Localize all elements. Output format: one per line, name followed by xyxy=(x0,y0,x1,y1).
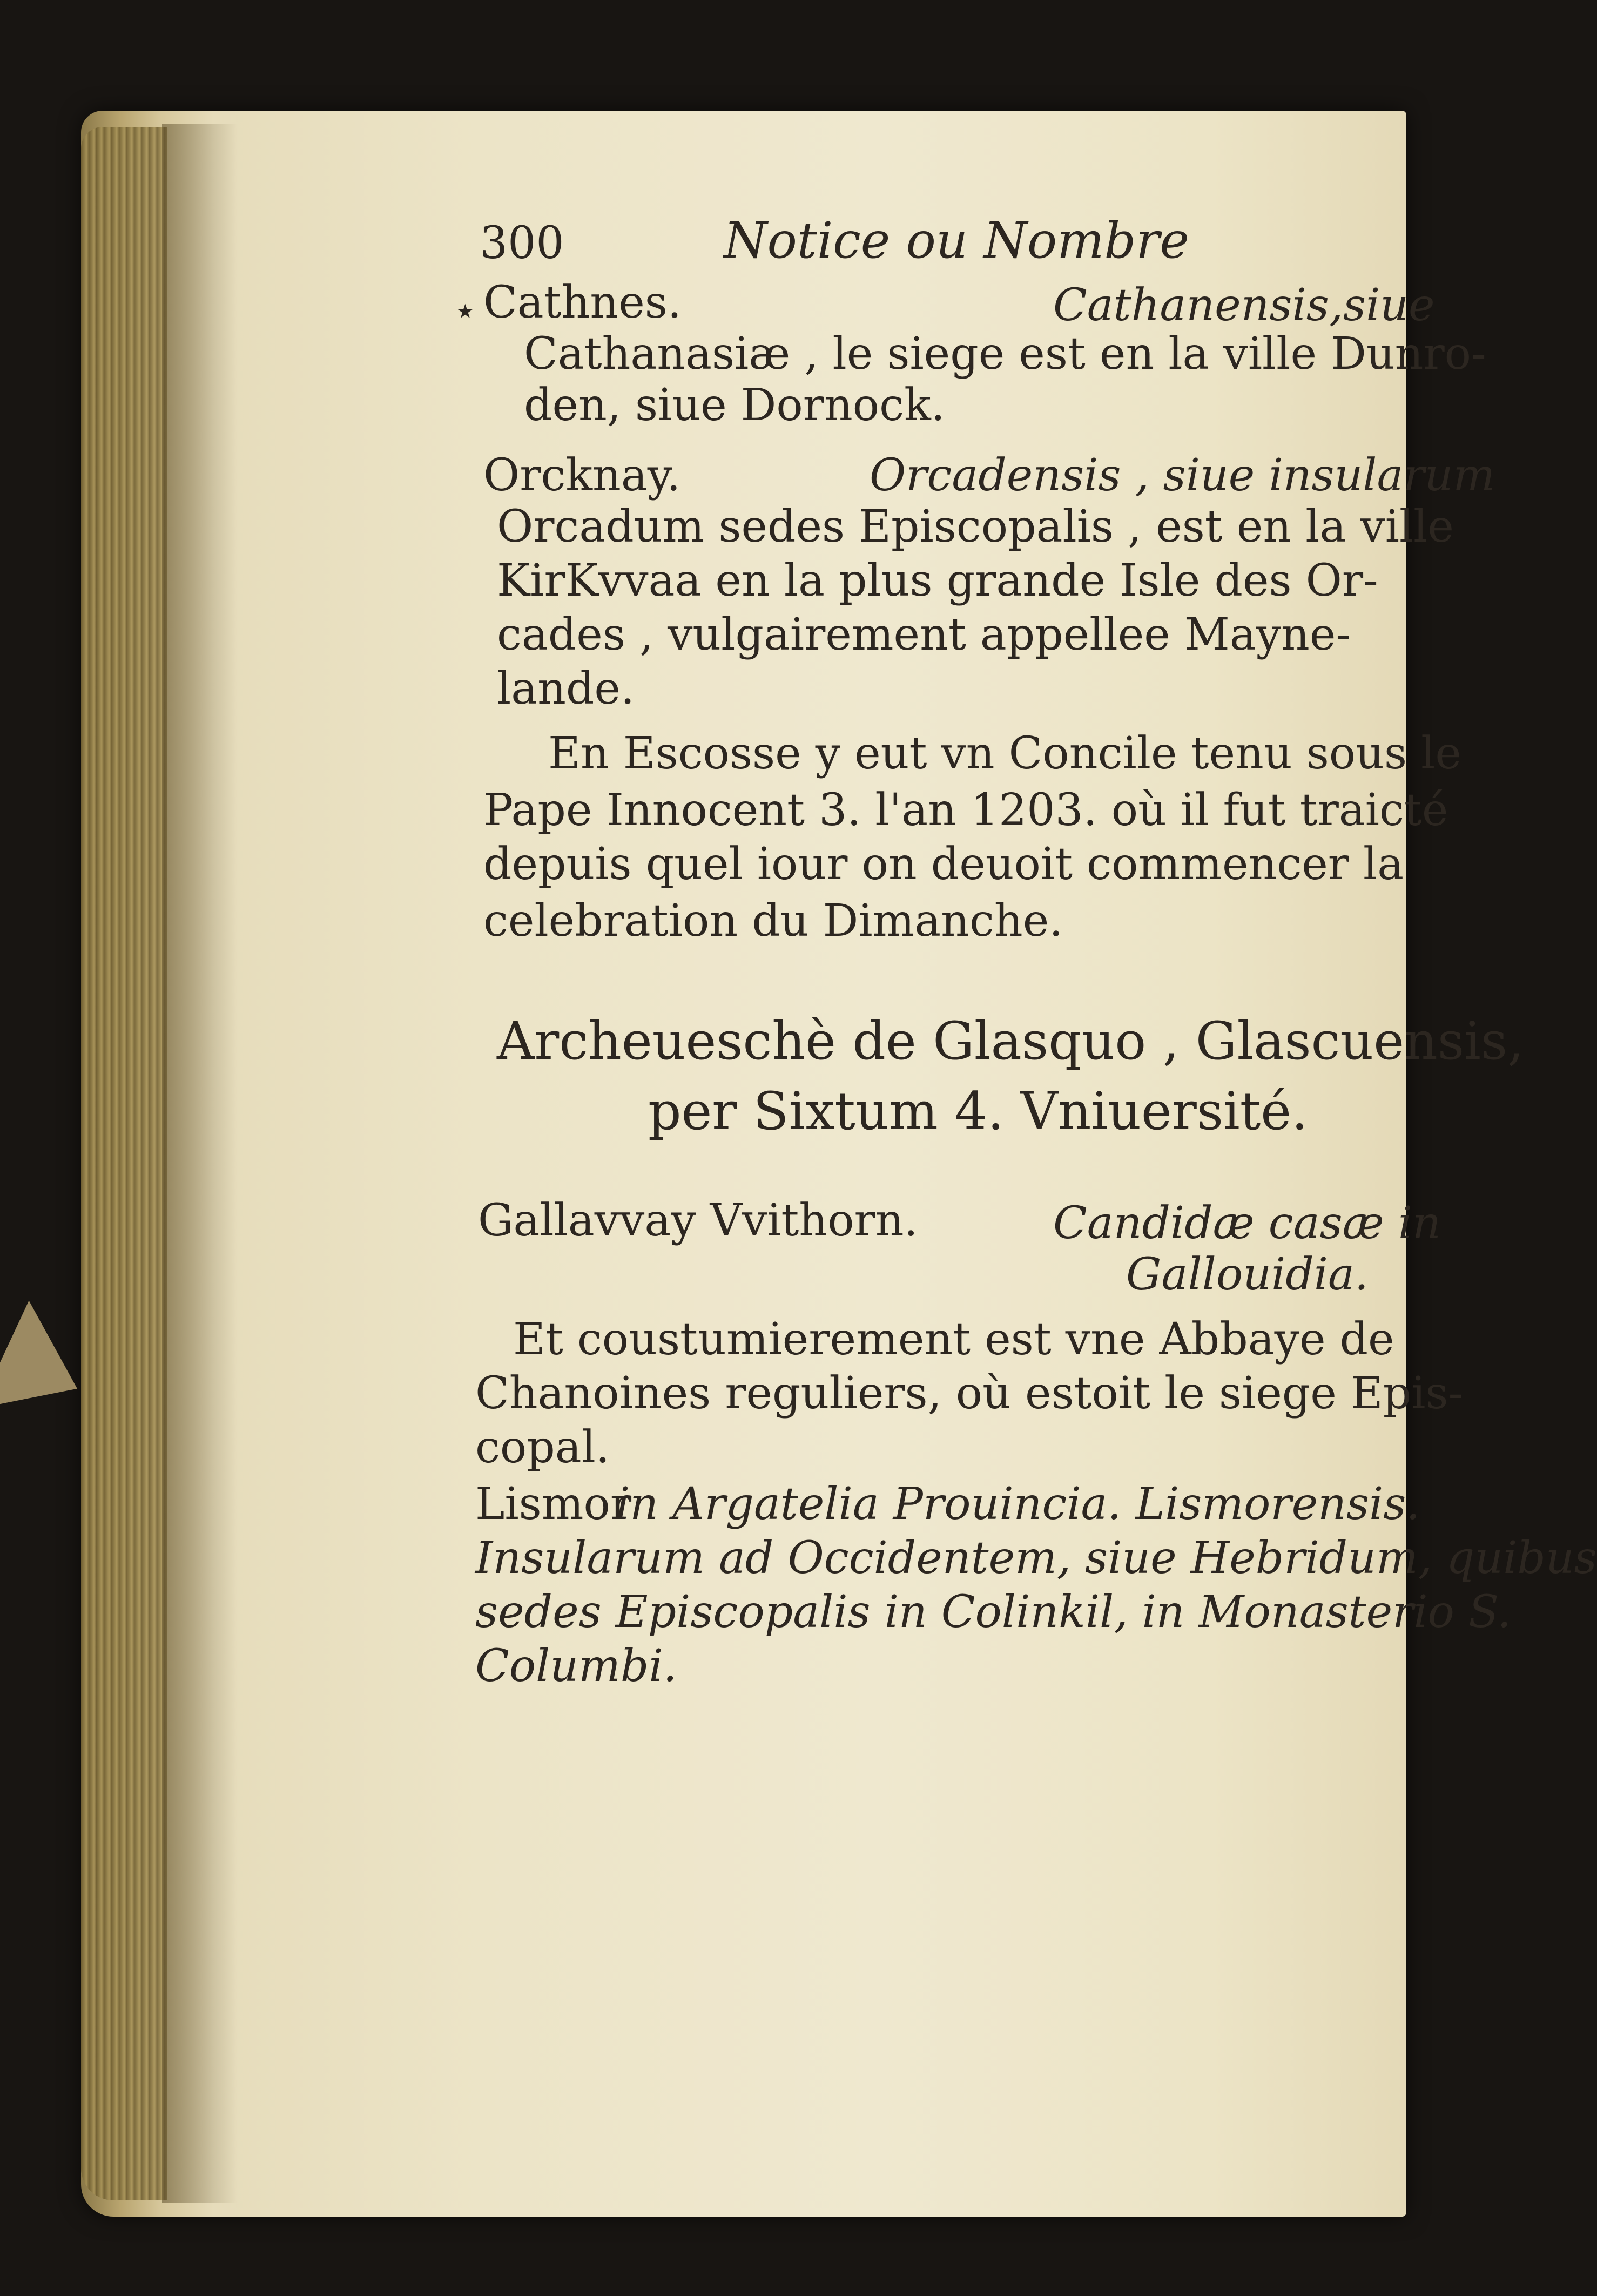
paragraph-line: copal. xyxy=(475,1422,610,1473)
entry-latin: Cathanensis,siue xyxy=(1053,280,1435,331)
entry-text: KirKvvaa en la plus grande Isle des Or- xyxy=(497,555,1378,606)
entry-text: cades , vulgairement appellee Mayne- xyxy=(497,609,1351,660)
entry-name: Cathnes. xyxy=(483,277,682,328)
running-title: Notice ou Nombre xyxy=(724,212,1189,269)
margin-mark: ٭ xyxy=(456,292,474,329)
entry-name: Gallavvay Vvithorn. xyxy=(478,1195,918,1246)
entry-text: lande. xyxy=(497,663,635,714)
paragraph-line: Chanoines reguliers, où estoit le siege Epis- xyxy=(475,1368,1464,1419)
paragraph-line: Pape Innocent 3. l'an 1203. où il fut traicté xyxy=(483,785,1448,836)
entry-latin: Gallouidia. xyxy=(1126,1249,1369,1300)
paragraph-line: Et coustumierement est vne Abbaye de xyxy=(513,1314,1394,1365)
entry-latin: Columbi. xyxy=(475,1640,677,1692)
entry-latin: in Argatelia Prouincia. Lismorensis. xyxy=(616,1478,1420,1530)
page-number: 300 xyxy=(480,218,564,269)
paragraph-line: depuis quel iour on deuoit commencer la xyxy=(483,839,1404,890)
section-heading: Archeueschè de Glasquo , Glascuensis, xyxy=(497,1011,1524,1071)
paragraph-line: En Escosse y eut vn Concile tenu sous le xyxy=(548,728,1461,779)
entry-latin: Candidæ casæ in xyxy=(1053,1198,1441,1249)
entry-text: Cathanasiæ , le siege est en la ville Dunro- xyxy=(524,328,1486,380)
entry-name: Orcknay. xyxy=(483,450,681,501)
section-heading: per Sixtum 4. Vniuersité. xyxy=(648,1081,1308,1142)
entry-latin: sedes Episcopalis in Colinkil, in Monasterio S. xyxy=(475,1586,1512,1638)
entry-text: Orcadum sedes Episcopalis , est en la ville xyxy=(497,501,1454,552)
entry-name: Lismor xyxy=(475,1478,632,1530)
entry-latin: Orcadensis , siue insularum xyxy=(870,450,1495,501)
entry-latin: Insularum ad Occidentem, siue Hebridum, quibus xyxy=(475,1532,1597,1584)
entry-text: den, siue Dornock. xyxy=(524,380,945,431)
paragraph-line: celebration du Dimanche. xyxy=(483,895,1063,947)
